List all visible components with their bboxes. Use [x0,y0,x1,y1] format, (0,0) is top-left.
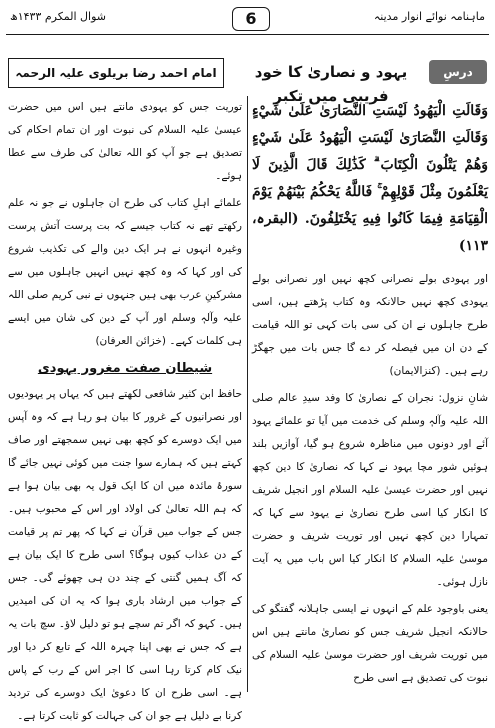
paragraph: علمائے اہلِ کتاب کی طرح ان جاہلوں نے جو نہ علم رکھتے تھے نہ کتاب جیسے کہ بت پرست آتش پرست وغیرہ انہوں نے ہر ایک دین والے کی تکذیب شروع کی اور کہا کہ وہ کچھ نہیں انہیں جاہلوں میں سے مشرکینِ عرب بھی ہیں جنہوں نے نبی کریم صلی اللہ علیہ وآلہٖ وسلم اور آپ کے دین کی شان میں ایسے ہی کلمات کہے۔ (خزائن العرفان) [8,197,242,347]
article-title: یہود و نصاریٰ کا خود فریبی میں تکبر [254,63,408,105]
page-header [6,4,489,35]
author-box: امام احمد رضا بریلوی علیہ الرحمہ [8,58,224,88]
left-column [8,96,242,722]
magazine-name: ماہنامہ نوائے انوار مدینہ [373,10,485,23]
paragraph: توریت جس کو یہودی مانتے ہیں اس میں حضرت عیسیٰ علیہ السلام کی نبوت اور ان تمام احکام کی تصدیق ہے جو آپ کو اللہ تعالیٰ کی طرف سے عطا ہوئے۔ [8,101,242,182]
section-label: درسِ قرآن [429,60,487,84]
page-number: 6 [232,7,270,31]
paragraph: اور یہودی بولے نصرانی کچھ نہیں اور نصرانی بولے یہودی کچھ نہیں حالانکہ وہ کتاب پڑھتے ہیں، اسی طرح جاہلوں نے ان کی سی بات کہی تو اللہ قیامت کے دن ان میں فیصلہ کر دے گا جس بات میں جھگڑ رہے ہیں۔ (کنزالایمان) [252,273,488,377]
paragraph: یعنی باوجود علم کے انہوں نے ایسی جاہلانہ گفتگو کی حالانکہ انجیل شریف جس کو نصاریٰ مانتے ہیں اس میں توریت شریف اور حضرت موسیٰ علیہ السلام کی نبوت کی تصدیق ہے اسی طرح [252,603,488,684]
subheading: شیطان صفت مغرور یہودی [37,361,213,376]
issue-date: شوال المکرم ۱۴۳۳ھ [10,10,106,23]
paragraph: حافظ ابن کثیر شافعی لکھتے ہیں کہ یہاں پر یہودیوں اور نصرانیوں کے غرور کا بیان ہو رہا ہے کہ وہ آپس میں ایک دوسرے کو کچھ بھی نہیں سمجھتے اور صاف کہتے ہیں کہ ہمارے سوا جنت میں کوئی نہیں جائے گا سورۂ مائدہ میں ان کا ایک قول یہ بھی بیان ہوا ہے کہ ہم اللہ تعالیٰ کی اولاد اور اس کے محبوب ہیں۔ جس کے جواب میں قرآن نے کہا کہ پھر تم پر قیامت کے دن عذاب کیوں ہوگا؟ اسی طرح کا ایک بیان ہے کہ آگ ہمیں گنتی کے چند دن ہی چھوئے گی۔ جس کے جواب میں ارشاد باری ہوا کہ یہ ان کی امیدیں ہیں۔ کہو کہ اگر تم سچے ہو تو دلیل لاؤ۔ سچ بات یہ ہے کہ جس نے بھی اپنا چہرہ اللہ کے تابع کر دیا اور نیک کام کرتا رہا اسی کا اجر اس کے رب کے پاس ہے۔ اسی طرح ان کا دعویٰ ایک دوسرے کی تردید کرنا بے دلیل ہے جو ان کی جہالت کو ثابت کرتا ہے۔ [8,388,242,722]
column-divider [247,96,248,692]
paragraph: شانِ نزول: نجران کے نصاریٰ کا وفد سیدِ عالم صلی اللہ علیہ وآلہٖ وسلم کی خدمت میں آیا تو علمائے یہود آئے اور دونوں میں مناظرہ شروع ہو گیا، آوازیں بلند ہوئیں شور مچا یہود نے کہا کہ نصاریٰ کا دین کچھ نہیں اور حضرت عیسیٰ علیہ السلام اور انجیل شریف کا انکار کیا اسی طرح نصاریٰ نے یہود سے کہا کہ تمہارا دین کچھ نہیں اور توریت شریف و حضرت موسیٰ علیہ السلام کا انکار کیا اس باب میں یہ آیت نازل ہوئی۔ [252,392,488,588]
right-column [252,96,488,692]
quran-verse: وَقَالَتِ الْيَهُودُ لَيْسَتِ النَّصَارَىٰ عَلَىٰ شَيْءٍ وَقَالَتِ النَّصَارَىٰ لَيْسَتِ الْيَهُودُ عَلَىٰ شَيْءٍ وَهُمْ يَتْلُونَ الْكِتَابَ ۗ كَذَٰلِكَ قَالَ الَّذِينَ لَا يَعْلَمُونَ مِثْلَ قَوْلِهِمْ ۚ فَاللَّهُ يَحْكُمُ بَيْنَهُمْ يَوْمَ الْقِيَامَةِ فِيمَا كَانُوا فِيهِ يَخْتَلِفُونَ. (البقرہ، ۱۱۳) [252,103,488,254]
